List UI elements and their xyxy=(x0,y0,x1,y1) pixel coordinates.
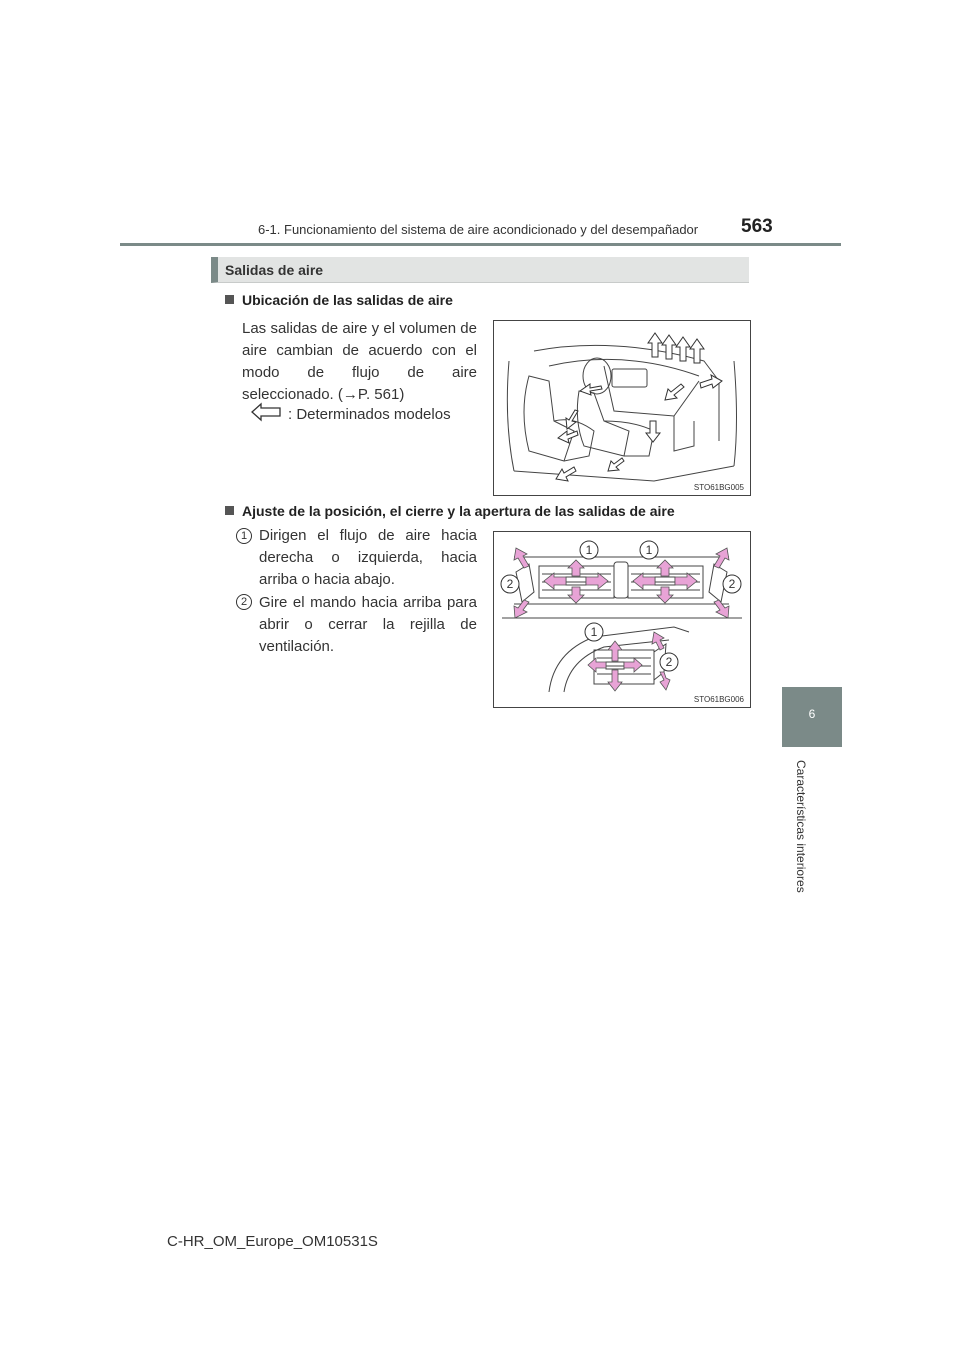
numbered-marker: 2 xyxy=(236,594,252,610)
square-bullet-icon xyxy=(225,295,234,304)
chapter-label: Características interiores xyxy=(794,760,808,893)
car-interior-illustration xyxy=(494,321,750,495)
paragraph-line: Las salidas de aire y el volumen de xyxy=(242,320,477,337)
paragraph-line: modo de flujo de aire xyxy=(242,364,477,381)
chapter-number: 6 xyxy=(808,707,816,721)
paragraph-line: Gire el mando hacia arriba para xyxy=(259,594,477,611)
figure-code: STO61BG005 xyxy=(693,483,744,492)
paragraph-line: abrir o cerrar la rejilla de xyxy=(259,616,477,633)
paragraph-line: ventilación. xyxy=(259,638,335,655)
callout-1b: 1 xyxy=(645,543,653,557)
callout-1a: 1 xyxy=(585,543,593,557)
numbered-marker: 1 xyxy=(236,528,252,544)
figure-code: STO61BG006 xyxy=(693,695,744,704)
paragraph-line: derecha o izquierda, hacia xyxy=(259,549,477,566)
square-bullet-icon xyxy=(225,506,234,515)
interior-figure xyxy=(493,320,751,496)
paragraph-line: aire cambian de acuerdo con el xyxy=(242,342,477,359)
running-header: 6-1. Funcionamiento del sistema de aire acondicionado y del desempañador xyxy=(258,222,699,237)
legend-text: : Determinados modelos xyxy=(288,406,451,423)
header-rule xyxy=(120,243,841,246)
subsection-heading-location xyxy=(225,292,453,308)
item1-paragraph xyxy=(259,525,477,591)
paragraph-line: seleccionado. (→P. 561) xyxy=(242,386,405,403)
vents-figure xyxy=(493,531,751,708)
subsection-heading-text: Ubicación de las salidas de aire xyxy=(242,292,453,308)
air-vents-illustration xyxy=(494,532,750,707)
callout-2c: 2 xyxy=(665,655,673,669)
paragraph-line: arriba o hacia abajo. xyxy=(259,571,395,588)
section-title: Salidas de aire xyxy=(225,262,324,278)
callout-2b: 2 xyxy=(728,577,736,591)
location-paragraph xyxy=(242,318,477,406)
legend-arrow-icon xyxy=(250,402,282,422)
callout-2a: 2 xyxy=(506,577,514,591)
item2-paragraph xyxy=(259,592,477,658)
callout-1c: 1 xyxy=(590,625,598,639)
subsection-heading-adjust xyxy=(225,503,675,519)
paragraph-line: Dirigen el flujo de aire hacia xyxy=(259,527,477,544)
subsection-heading-text: Ajuste de la posición, el cierre y la apertura de las salidas de aire xyxy=(242,503,675,519)
page-number: 563 xyxy=(741,216,773,237)
document-footer: C-HR_OM_Europe_OM10531S xyxy=(167,1233,378,1250)
